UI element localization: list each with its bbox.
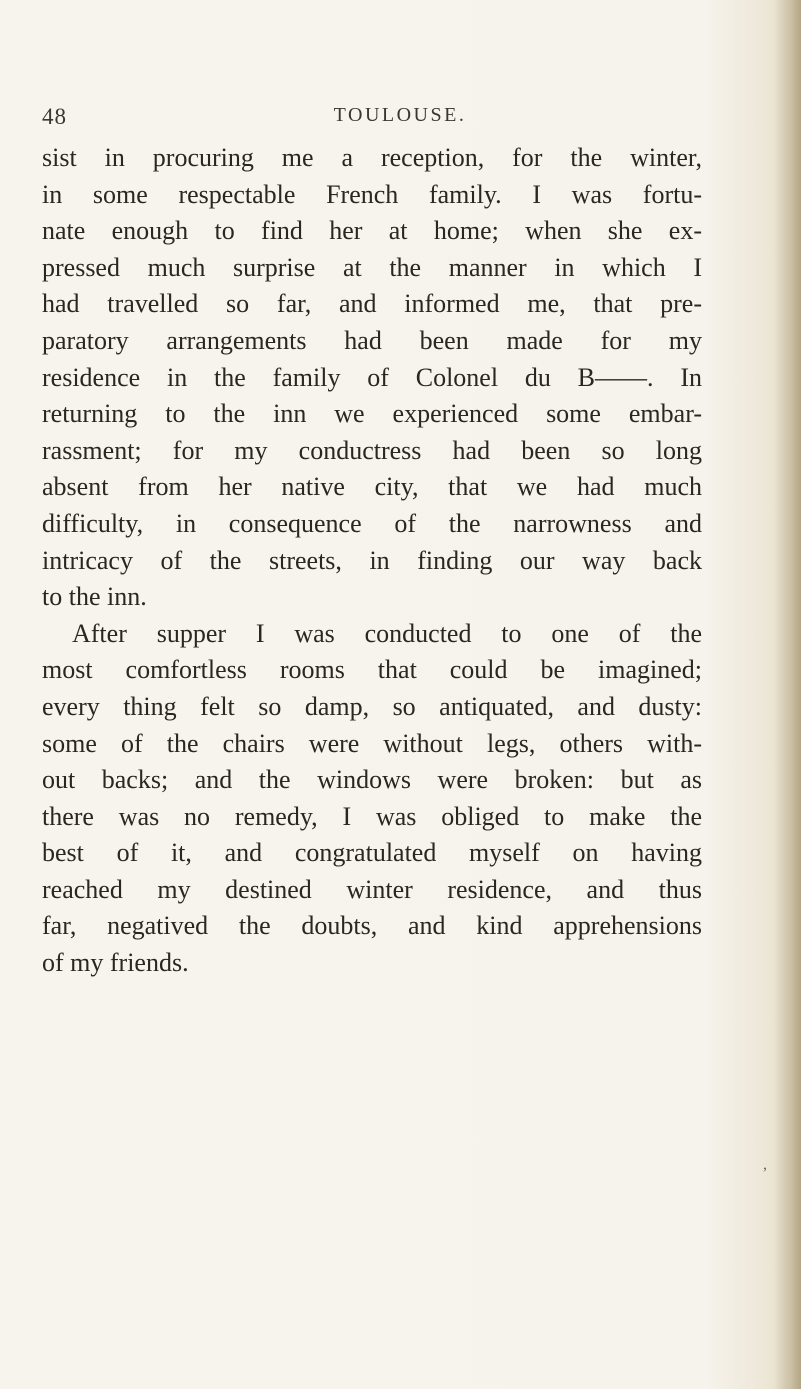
text-line: out backs; and the windows were broken: but as (42, 765, 702, 795)
text-line: sist in procuring me a reception, for the winter, (42, 143, 702, 172)
text-line: residence in the family of Colonel du B——. In (42, 362, 702, 392)
margin-mark: , (763, 1156, 767, 1173)
running-title: TOULOUSE. (333, 104, 467, 126)
text-line: intricacy of the streets, in finding our way back (42, 545, 702, 575)
text-line: to the inn. (42, 582, 147, 612)
text-line: most comfortless rooms that could be imagined; (42, 655, 702, 685)
text-line: After supper I was conducted to one of the (72, 618, 702, 648)
text-line: had travelled so far, and informed me, that pre- (42, 289, 702, 319)
page-header (0, 104, 801, 134)
text-line: reached my destined winter residence, and thus (42, 874, 702, 904)
page-edge-shadow (775, 0, 801, 1389)
text-line: best of it, and congratulated myself on having (42, 838, 702, 868)
text-line: far, negatived the doubts, and kind apprehensions (42, 911, 702, 941)
text-line: of my friends. (42, 948, 189, 978)
text-line: every thing felt so damp, so antiquated, and dusty: (42, 691, 702, 721)
text-line: rassment; for my conductress had been so long (42, 435, 702, 465)
text-line: returning to the inn we experienced some embar- (42, 399, 702, 429)
page-number: 48 (42, 104, 67, 129)
text-line: difficulty, in consequence of the narrowness and (42, 508, 702, 538)
text-line: in some respectable French family. I was fortu- (42, 179, 702, 209)
body-text (42, 140, 702, 982)
text-line: some of the chairs were without legs, others with- (42, 728, 702, 758)
text-line: there was no remedy, I was obliged to make the (42, 801, 702, 831)
text-line: paratory arrangements had been made for my (42, 325, 702, 355)
text-line: pressed much surprise at the manner in which I (42, 252, 702, 282)
text-line: nate enough to find her at home; when she ex- (42, 216, 702, 246)
text-line: absent from her native city, that we had much (42, 472, 702, 502)
